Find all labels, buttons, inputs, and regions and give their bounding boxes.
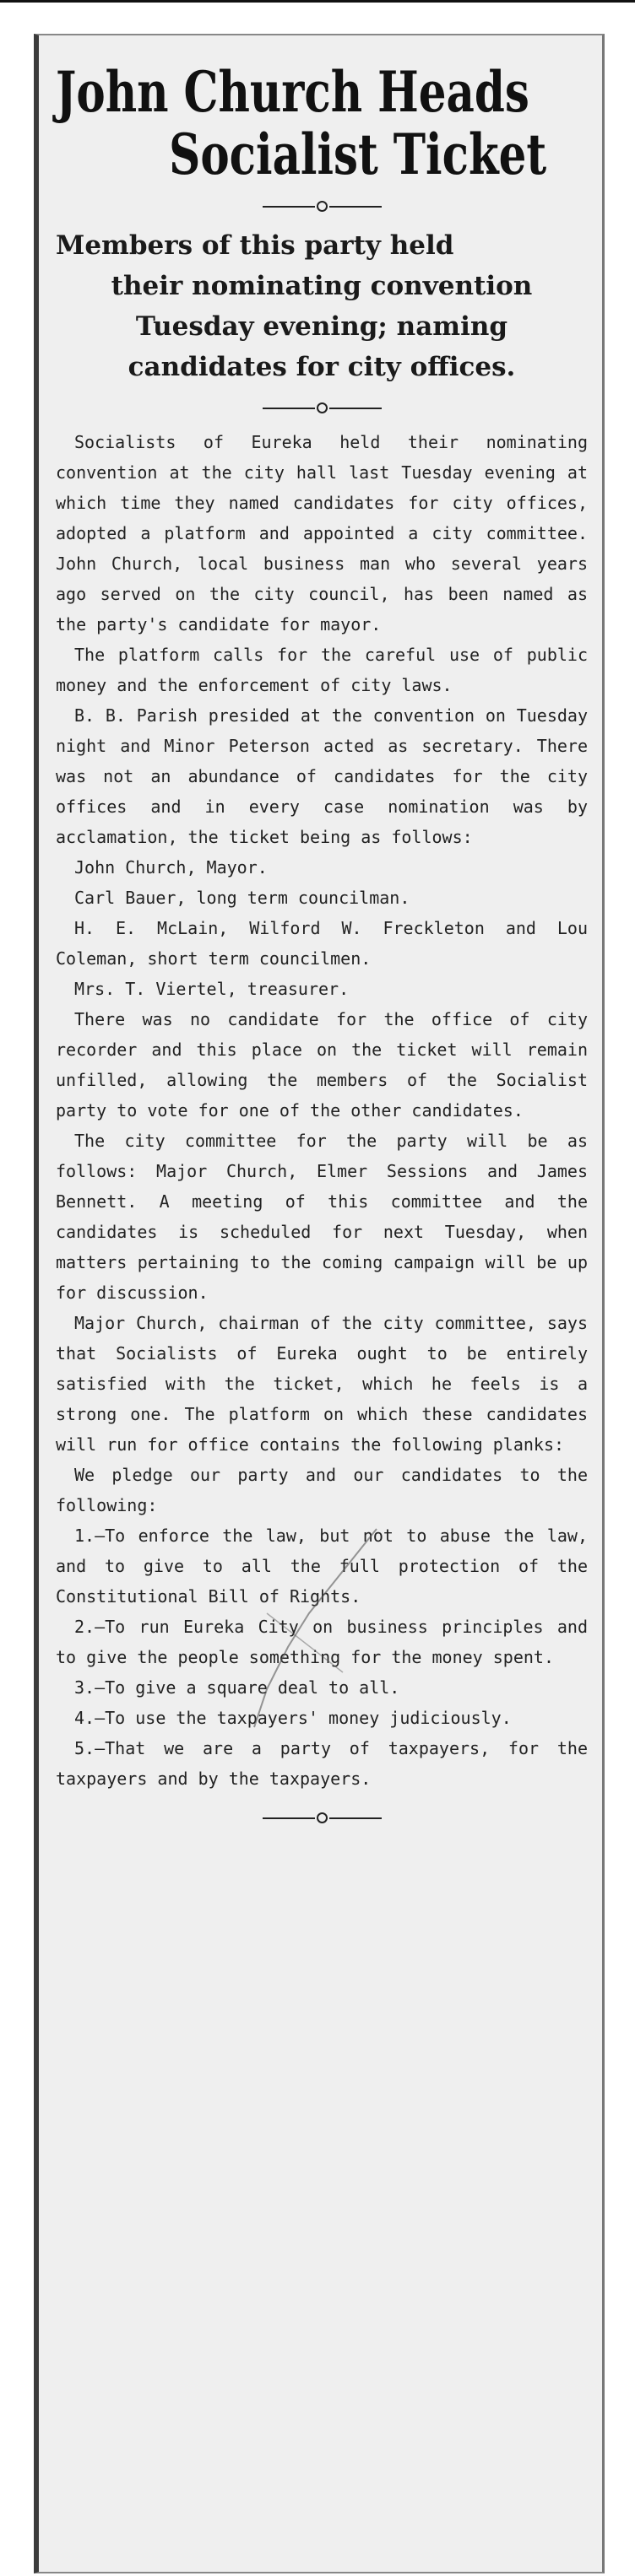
paragraph: The city committee for the party will be as follows: Major Church, Elmer Sessions and James Bennett. A meeting of this committee and the candidates is scheduled for next Tuesday, when matters pertaining to the coming campaign will be up for discussion. bbox=[56, 1131, 588, 1303]
paragraph: We pledge our party and our candidates to the following: bbox=[56, 1465, 588, 1515]
platform-plank: 2.—To run Eureka City on business principles and to give the people something for the money spent. bbox=[56, 1617, 588, 1667]
paragraph: The platform calls for the careful use of public money and the enforcement of city laws. bbox=[56, 645, 588, 695]
ornament-divider-top bbox=[56, 201, 588, 212]
paragraph: B. B. Parish presided at the convention on Tuesday night and Minor Peterson acted as secretary. There was not an abundance of candidates for the city offices and in every case nomination was by acclamation, the ticket being as follows: bbox=[56, 705, 588, 847]
paragraph: Socialists of Eureka held their nominating convention at the city hall last Tuesday evening at which time they named candidates for city offices, adopted a platform and appointed a city committee. John Church, local business man who several years ago served on the city council, has been named as the party's candidate for mayor. bbox=[56, 432, 588, 635]
headline-line-1: John Church Heads bbox=[56, 59, 529, 125]
headline-line-2: Socialist Ticket bbox=[169, 122, 547, 187]
platform-plank: 3.—To give a square deal to all. bbox=[74, 1677, 400, 1698]
subheadline-rest: their nominating convention Tuesday evening; naming candidates for city offices. bbox=[111, 271, 533, 382]
ticket-item: John Church, Mayor. bbox=[74, 857, 268, 878]
ornament-divider-bottom bbox=[56, 1812, 588, 1823]
ticket-item: H. E. McLain, Wilford W. Freckleton and Lou Coleman, short term councilmen. bbox=[56, 918, 588, 969]
platform-plank: 4.—To use the taxpayers' money judiciously. bbox=[74, 1708, 512, 1728]
page-top-rule bbox=[0, 0, 635, 3]
ticket-item: Carl Bauer, long term councilman. bbox=[74, 888, 410, 908]
platform-plank: 1.—To enforce the law, but not to abuse the law, and to give to all the full protection of the Constitutional Bill of Rights. bbox=[56, 1526, 588, 1607]
paragraph: There was no candidate for the office of city recorder and this place on the ticket will remain unfilled, allowing the members of the Socialist party to vote for one of the other candidates. bbox=[56, 1009, 588, 1121]
article-body bbox=[56, 427, 588, 1794]
platform-plank: 5.—That we are a party of taxpayers, for the taxpayers and by the taxpayers. bbox=[56, 1738, 588, 1789]
paragraph: Major Church, chairman of the city committee, says that Socialists of Eureka ought to be entirely satisfied with the ticket, which he feels is a strong one. The platform on which these candidates will run for office contains the following planks: bbox=[56, 1313, 588, 1455]
article bbox=[56, 61, 588, 1837]
subheadline bbox=[56, 225, 588, 387]
ticket-item: Mrs. T. Viertel, treasurer. bbox=[74, 979, 350, 999]
ornament-divider-middle bbox=[56, 402, 588, 413]
subheadline-line-1: Members of this party held bbox=[56, 230, 454, 261]
newspaper-clipping bbox=[34, 34, 605, 2573]
